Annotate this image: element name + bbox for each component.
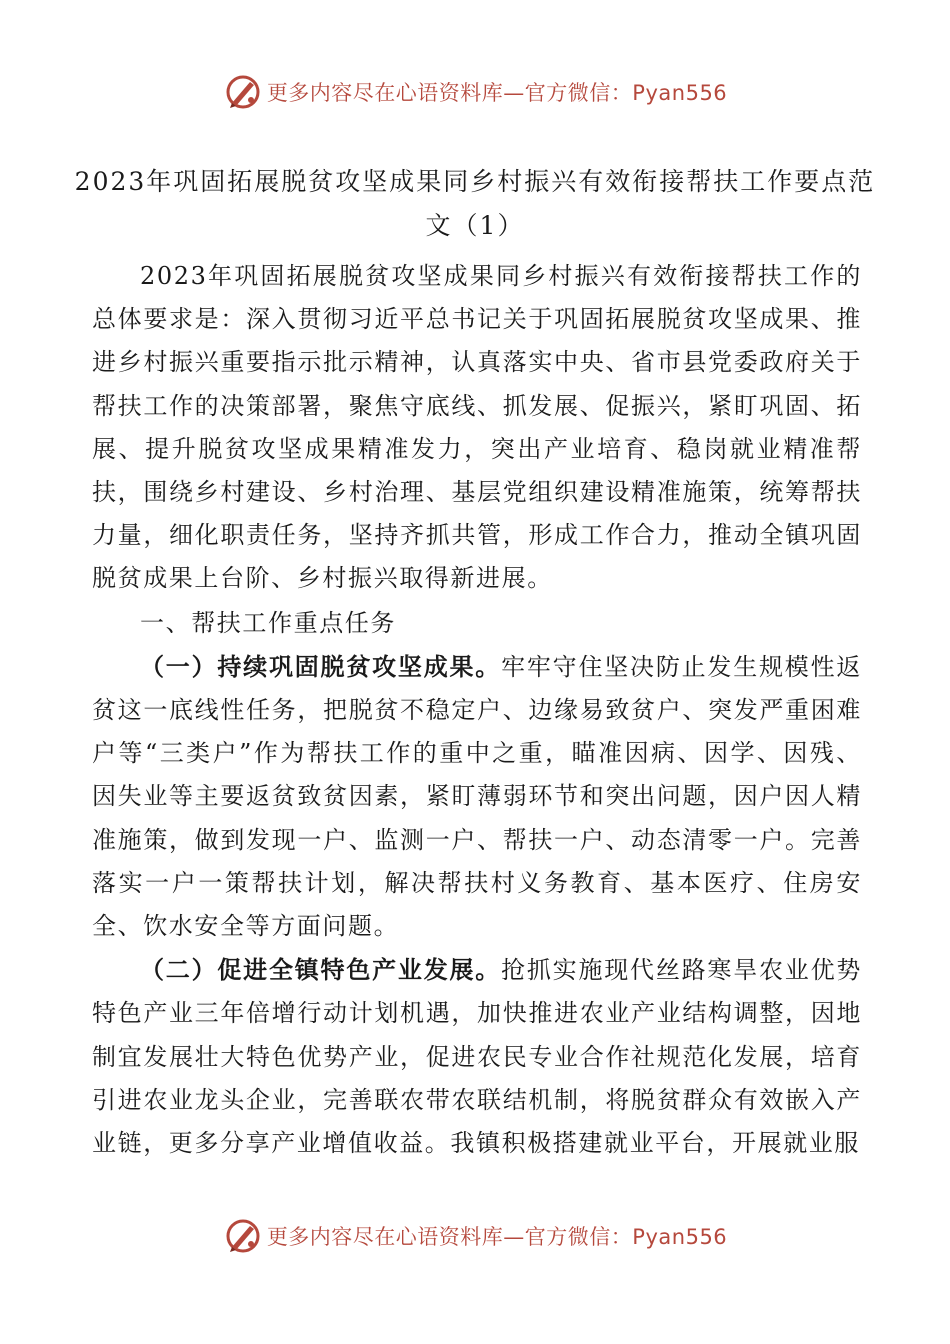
section-heading [92, 601, 862, 645]
pen-circle-logo-icon [223, 72, 263, 112]
document-body [92, 254, 862, 1165]
paragraph [92, 254, 862, 601]
paragraph-text: 一、帮扶工作重点任务 [140, 608, 396, 637]
footer-banner [0, 1214, 950, 1258]
pen-circle-logo-icon [223, 1216, 263, 1256]
paragraph [92, 948, 862, 1165]
paragraph [92, 645, 862, 948]
document-title: 2023年巩固拓展脱贫攻坚成果同乡村振兴有效衔接帮扶工作要点范文（1） [74, 167, 876, 240]
paragraph-text: 牢牢守住坚决防止发生规模性返贫这一底线性任务，把脱贫不稳定户、边缘易致贫户、突发严重困难户等“三类户”作为帮扶工作的重中之重，瞄准因病、因学、因残、因失业等主要返贫致贫因素，紧盯薄弱环节和突出问题，因户因人精准施策，做到发现一户、监测一户、帮扶一户、动态清零一户。完善落实一户一策帮扶计划，解决帮扶村义务教育、基本医疗、住房安全、饮水安全等方面问题。 [92, 652, 862, 941]
paragraph-text: 抢抓实施现代丝路寒旱农业优势特色产业三年倍增行动计划机遇，加快推进农业产业结构调整，因地制宜发展壮大特色优势产业，促进农民专业合作社规范化发展，培育引进农业龙头企业，完善联农带农联结机制，将脱贫群众有效嵌入产业链，更多分享产业增值收益。我镇积极搭建就业平台，开展就业服 [92, 956, 862, 1158]
paragraph-text: 2023年巩固拓展脱贫攻坚成果同乡村振兴有效衔接帮扶工作的总体要求是：深入贯彻习近平总书记关于巩固拓展脱贫攻坚成果、推进乡村振兴重要指示批示精神，认真落实中央、省市县党委政府关于帮扶工作的决策部署，聚焦守底线、抓发展、促振兴，紧盯巩固、拓展、提升脱贫攻坚成果精准发力，突出产业培育、稳岗就业精准帮扶，围绕乡村建设、乡村治理、基层党组织建设精准施策，统筹帮扶力量，细化职责任务，坚持齐抓共管，形成工作合力，推动全镇巩固脱贫成果上台阶、乡村振兴取得新进展。 [92, 262, 862, 593]
paragraph-lead: （二）促进全镇特色产业发展。 [140, 955, 502, 985]
paragraph-lead: （一）持续巩固脱贫攻坚成果。 [140, 651, 502, 681]
banner-text: 更多内容尽在心语资料库—官方微信：Pyan556 [266, 1225, 728, 1249]
header-banner [0, 70, 950, 114]
banner-text: 更多内容尽在心语资料库—官方微信：Pyan556 [266, 81, 728, 105]
